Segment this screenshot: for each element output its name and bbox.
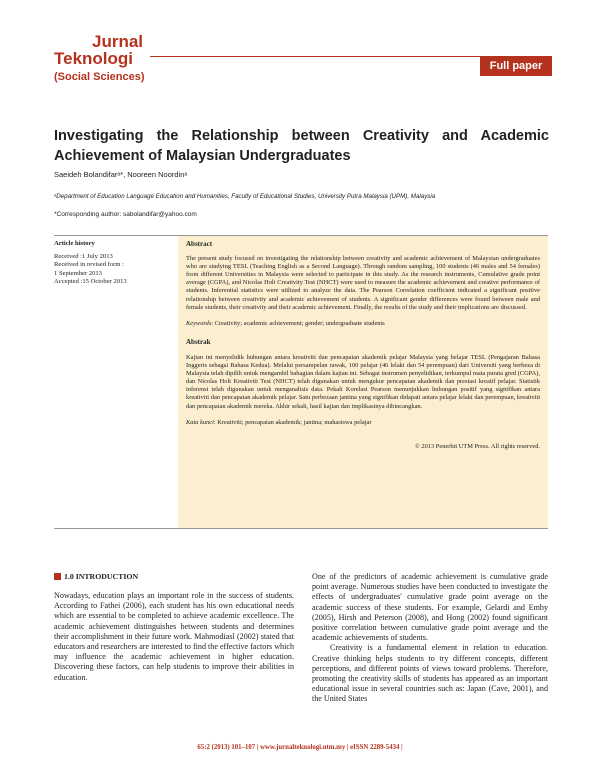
kata-kunci-label: Kata kunci [186, 418, 214, 426]
abstract-box [178, 236, 548, 528]
intro-paragraph-1: Nowadays, education plays an important role in the success of students. According to Fathei (2006), each student has his own educational needs which are essential to be completed to achieve academic excellence. The academic achievement distinguishes between students and determines their accomplishment in their future work. Mahmodiasl (2002) stated that educators and researchers are interested to find the effective factors which may influence the academic achievement in higher education. Discovering these factors, can help students to improve their abilities in education. [54, 591, 294, 682]
paper-title [54, 126, 549, 166]
body-column-left [54, 591, 294, 683]
full-paper-badge: Full paper [480, 56, 552, 76]
corresponding-author: *Corresponding author: sabolandifar@yahoo.com [54, 211, 197, 218]
abstract-heading: Abstract [186, 240, 213, 248]
section-heading-text: 1.0 INTRODUCTION [64, 572, 139, 581]
revised-label: Received in revised form : [54, 261, 124, 269]
intro-paragraph-3: Creativity is a fundamental element in relation to education. Creative thinking helps students to try different concepts, different perceptions, and different points of views toward problems. Therefore, promoting the creativity skills of students has appeared as an important educational issue in several countries such as: Japan (Cave, 2001), and the United States [312, 643, 548, 704]
section-marker-icon [54, 573, 61, 580]
section-heading-introduction [54, 572, 138, 581]
journal-name-line1: Jurnal [92, 32, 144, 51]
abstract-bottom-rule [54, 528, 548, 529]
page-footer: 65:2 (2013) 101–107 | www.jurnalteknologi.utm.my | eISSN 2289-5434 | [197, 744, 403, 751]
keywords-label: Keywords [186, 319, 212, 327]
journal-name-line2: Teknologi [54, 49, 134, 68]
paper-title-line2: Achievement of Malaysian Undergraduates [54, 148, 351, 164]
body-column-right [312, 572, 548, 705]
abstrak-heading: Abstrak [186, 337, 211, 346]
intro-paragraph-2: One of the predictors of academic achievement is cumulative grade point average. Numerous studies have been conducted to investigate the effects of undergraduates' cumulative grade point average on the academic success of these students. For example, Gelardi and Emby (2005), Hirsh and Peterson (2008), and Hong (2002) found significant positive correlation between cumulative grade point average and the academic achievements of students. [312, 572, 548, 643]
copyright-notice: © 2013 Penerbit UTM Press. All rights reserved. [414, 442, 540, 450]
keywords [186, 320, 540, 328]
kata-kunci-text: : Kreativiti; pencapaian akademik; jantina; mahasiswa pelajar [213, 418, 372, 426]
revised-date: 1 September 2013 [54, 269, 102, 277]
journal-subtitle: (Social Sciences) [54, 71, 145, 83]
received-date: Received :1 July 2013 [54, 252, 113, 260]
journal-logo [54, 34, 184, 84]
affiliation: ᵃDepartment of Education Language Education and Humanities, Faculty of Educational Studies, University Putra Malaysia (UPM), Malaysia [54, 193, 436, 200]
accepted-date: Accepted :15 October 2013 [54, 278, 127, 286]
abstract-text: The present study focused on investigating the relationship between creativity and academic achievement of Malaysian undergraduates who are studying TESL (Teaching English as a Second Language). Through random sampling, 100 students (46 males and 54 females) from different Universities in Malaysia were selected to participate in this study. As the research instruments, Cumulative grade point average (CGPA), and Nicolas Holt Creativity Test (NHCT) were used to measure the academic achievement and creative performance of students. Inferential statistics were utilized to analyze the data. The Pearson Correlation coefficient indicated a significant positive relationship between creativity and academic achievement of students. A significant gender differences were found between male and female students, their creativity and their academic achievement. Finally, the results of the study and their implications are discussed. [186, 255, 540, 311]
header-divider [150, 56, 504, 57]
author-list: Saeideh Bolandifarᵃ*, Nooreen Noordinᵃ [54, 170, 188, 179]
keywords-text: : Creativity; academic achievement; gender; undergraduate students [211, 319, 385, 327]
kata-kunci [186, 419, 540, 427]
article-history-heading: Article history [54, 240, 95, 247]
article-history [54, 240, 176, 287]
paper-title-line1: Investigating the Relationship between Creativity and Academic [54, 128, 549, 144]
abstrak-text: Kajian ini menyelidik hubungan antara kreativiti dan pencapaian akademik pelajar Malaysia yang belajar TESL (Pengajaran Bahasa Inggeris sebagai Bahasa Kedua). Melalui persampelan rawak, 100 pelajar (46 lelaki dan 54 perempuan) dari Universiti yang berbeza di Malaysia telah dipilih untuk mengambil bahagian dalam kajian ini. Sebagai instrumen penyelidikan, terkumpul mata purata gred (CGPA), dan Nicolas Holt Kreativiti Test (NHCT) telah digunakan untuk mengukur pencapaian akademik dan prestasi kreatif pelajar. Statistik inferensi telah digunakan untuk menganalisis data. Pekali Korelasi Pearson menunjukkan hubungan positif yang signifikan antara kreativiti dan pencapaian akademik pelajar. Satu perbezaan jantina yang signifikan didapati antara pelajar lelaki dan perempuan, kreativiti dan pencapaian akademik mereka. Akhir sekali, hasil kajian dan implikasinya dibincangkan. [186, 353, 540, 410]
